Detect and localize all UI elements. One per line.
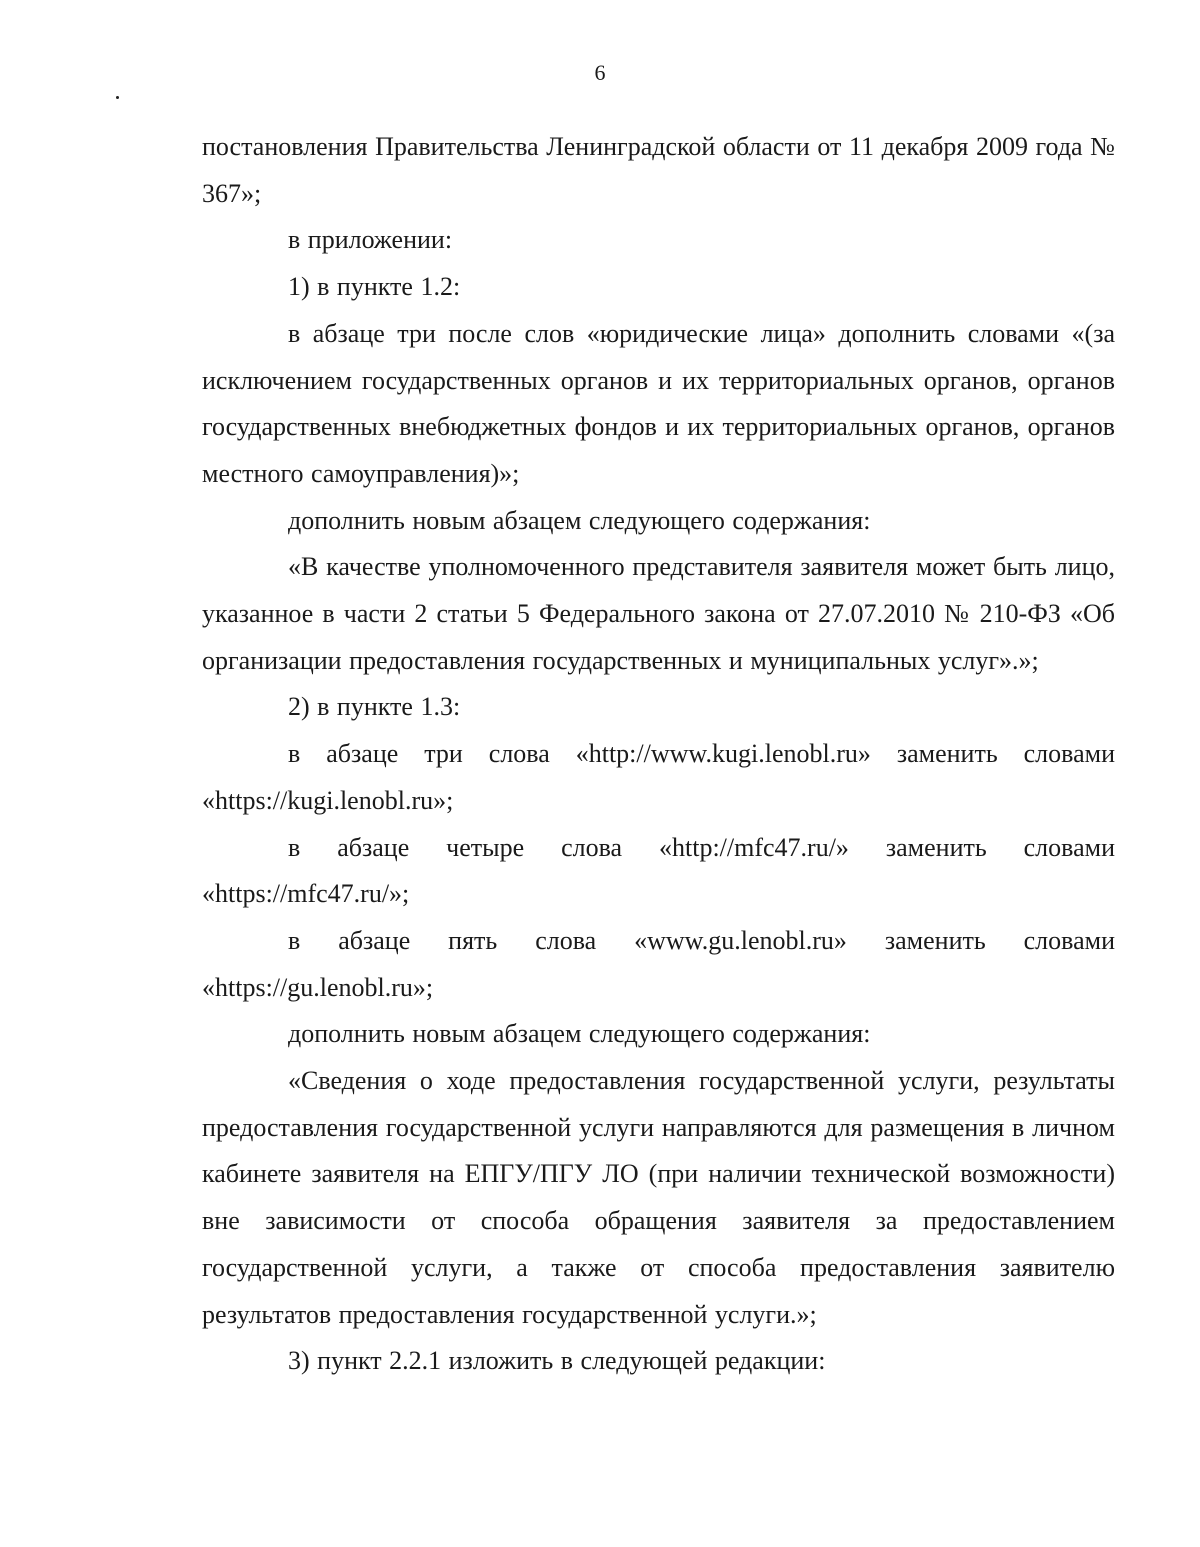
paragraph: в абзаце четыре слова «http://mfc47.ru/» заменить словами «https://mfc47.ru/»; <box>202 832 1115 909</box>
paragraph: дополнить новым абзацем следующего содержания: <box>288 1019 871 1049</box>
document-body <box>202 124 1115 1385</box>
paragraph: в абзаце три слова «http://www.kugi.lenobl.ru» заменить словами «https://kugi.lenobl.ru»; <box>202 739 1115 815</box>
paragraph: в абзаце три после слов «юридические лица» дополнить словами «(за исключением государственных органов и их территориальных органов, органов государственных внебюджетных фондов и их территориальных органов, органов местного самоуправления)»; <box>202 318 1115 488</box>
paragraph: 1) в пункте 1.2: <box>288 272 461 302</box>
paragraph: в абзаце пять слова «www.gu.lenobl.ru» заменить словами «https://gu.lenobl.ru»; <box>202 925 1115 1002</box>
paragraph: в приложении: <box>288 225 453 255</box>
paragraph: постановления Правительства Ленинградской области от 11 декабря 2009 года № 367»; <box>202 132 1115 208</box>
scan-speck <box>116 96 119 99</box>
page-number: 6 <box>594 60 606 85</box>
paragraph: 2) в пункте 1.3: <box>288 692 461 722</box>
paragraph: 3) пункт 2.2.1 изложить в следующей редакции: <box>288 1346 826 1376</box>
paragraph: дополнить новым абзацем следующего содержания: <box>288 505 871 535</box>
paragraph: «В качестве уполномоченного представителя заявителя может быть лицо, указанное в части 2 статьи 5 Федерального закона от 27.07.2010 № 210-ФЗ «Об организации предоставления государственных и муниципальных услуг».»; <box>202 552 1115 675</box>
paragraph: «Сведения о ходе предоставления государственной услуги, результаты предоставления государственной услуги направляются для размещения в личном кабинете заявителя на ЕПГУ/ПГУ ЛО (при наличии технической возможности) вне зависимости от способа обращения заявителя за предоставлением государственной услуги, а также от способа предоставления заявителю результатов предоставления государственной услуги.»; <box>202 1066 1115 1329</box>
